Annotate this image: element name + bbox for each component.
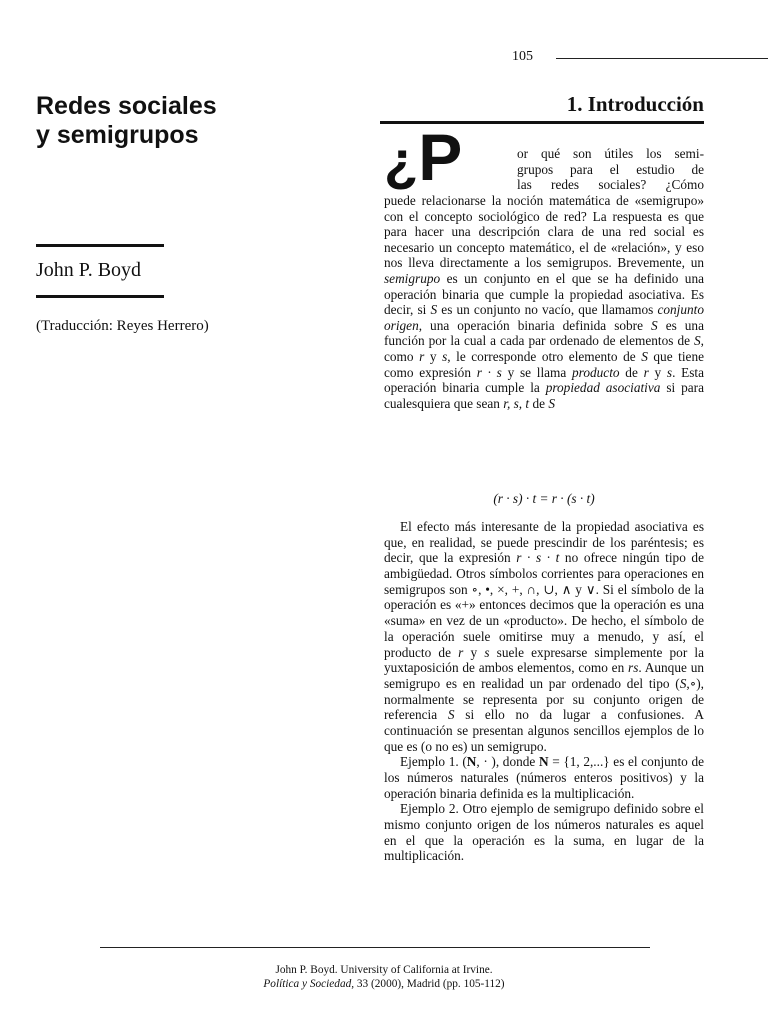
author-rule-top — [36, 244, 164, 247]
intro-lines — [517, 146, 704, 193]
paragraph-example-2: Ejemplo 2. Otro ejemplo de semigrupo definido sobre el mismo conjunto origen de los números naturales es aquel en el que la operación es la suma, en lugar de la multiplicación. — [384, 801, 704, 864]
paragraph-example-1: Ejemplo 1. (N, · ), donde N = {1, 2,...} es el conjunto de los números naturales (números enteros positivos) y la operación binaria definida es la multiplicación. — [384, 754, 704, 801]
footer-rule — [100, 947, 650, 948]
header-rule — [556, 58, 768, 59]
body-continued — [384, 519, 704, 864]
title-line-1: Redes sociales — [36, 92, 217, 120]
footer-citation-details: 33 (2000), Madrid (pp. 105-112) — [354, 978, 505, 990]
section-heading: 1. Introducción — [566, 92, 704, 116]
paragraph-1: puede relacionarse la noción matemática de «semigrupo» con el concepto sociológico de red? La respuesta es que para hacer una descripción clara de una red social es necesario un concepto matemático, el de «relación», y eso nos lleva directamente a los semigrupos. Brevemente, un semigrupo es un conjunto en el que se ha definido una operación binaria que cumple la propiedad asociativa. Es decir, si S es un conjunto no vacío, que llamamos conjunto origen, una operación binaria definida sobre S es una función por la cual a cada par ordenado de elementos de S, como r y s, le corresponde otro elemento de S que tiene como expresión r · s y se llama producto de r y s. Esta operación binaria cumple la propiedad asociativa si para cualesquiera que sean r, s, t de S — [384, 193, 705, 411]
drop-cap — [384, 120, 463, 194]
footer-citation — [0, 978, 768, 990]
intro-line: grupos para el estudio de — [517, 161, 704, 177]
footer-journal: Política y Sociedad, — [263, 978, 355, 990]
paragraph-2: El efecto más interesante de la propiedad asociativa es que, en realidad, se puede prescindir de los paréntesis; es decir, que la expresión r · s · t no ofrece ningún tipo de ambigüedad. Otros símbolos corrientes para operaciones en semigrupos son ∘, •, ×, +, ∩, ∪, ∧ y ∨. Si el símbolo de la operación es «+» entonces decimos que la operación es una «suma» en vez de un «producto». De hecho, el símbolo de la operación suele omitirse muy a menudo, y así, el producto de r y s suele expresarse simplemente por la yuxtaposición de ambos elementos, como en rs. Aunque un semigrupo es en realidad un par ordenado del tipo (S,∘), normalmente se representa por su conjunto origen de referencia S si ello no da lugar a confusiones. A continuación se presentan algunos sencillos ejemplos de lo que es (o no es) un semigrupo. — [384, 519, 705, 754]
article-title — [36, 92, 336, 150]
drop-cap-letter: P — [418, 120, 463, 194]
footer-affiliation: John P. Boyd. University of California at Irvine. — [275, 964, 493, 976]
intro-line: las redes sociales? ¿Cómo — [517, 177, 704, 193]
intro-line: or qué son útiles los semi- — [517, 146, 704, 161]
translator-note: (Traducción: Reyes Herrero) — [36, 318, 209, 334]
title-block — [36, 92, 336, 150]
title-line-2: y semigrupos — [36, 121, 199, 149]
page-number: 105 — [512, 49, 533, 64]
author-rule-bottom — [36, 295, 164, 298]
author-name: John P. Boyd — [36, 259, 142, 281]
associativity-formula: (r · s) · t = r · (s · t) — [493, 491, 595, 506]
drop-cap-inverted-question: ¿ — [384, 129, 419, 192]
